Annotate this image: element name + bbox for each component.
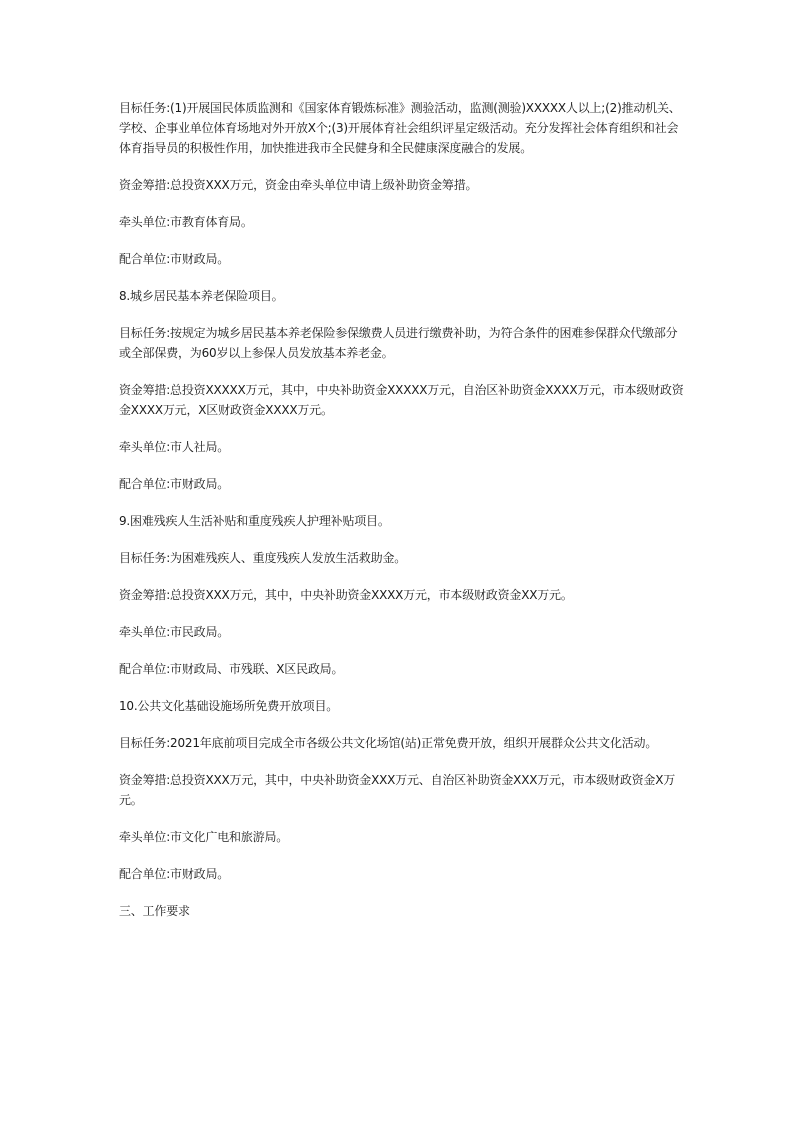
section-heading-culture: 10.公共文化基础设施场所免费开放项目。 bbox=[119, 699, 339, 713]
paragraph-cooperating-unit-sports: 配合单位:市财政局。 bbox=[119, 252, 230, 266]
paragraph-cooperating-unit-culture: 配合单位:市财政局。 bbox=[119, 867, 230, 881]
section-heading-disability: 9.困难残疾人生活补贴和重度残疾人护理补贴项目。 bbox=[119, 514, 390, 528]
paragraph-cooperating-unit-pension: 配合单位:市财政局。 bbox=[119, 477, 230, 491]
paragraph-funding-culture: 资金筹措:总投资XXX万元，其中，中央补助资金XXX万元、自治区补助资金XXX万元，市本级财政资金X万元。 bbox=[119, 773, 676, 807]
paragraph-lead-unit-sports: 牵头单位:市教育体育局。 bbox=[119, 215, 253, 229]
paragraph-target-task-culture: 目标任务:2021年底前项目完成全市各级公共文化场馆(站)正常免费开放，组织开展群众公共文化活动。 bbox=[119, 736, 658, 750]
paragraph-funding-disability: 资金筹措:总投资XXX万元，其中，中央补助资金XXXX万元，市本级财政资金XX万元。 bbox=[119, 588, 573, 602]
paragraph-target-task-sports: 目标任务:(1)开展国民体质监测和《国家体育锻炼标准》测验活动，监测(测验)XXXXX人以上;(2)推动机关、学校、企事业单位体育场地对外开放X个;(3)开展体育社会组织评星定级活动。充分发挥社会体育组织和社会体育指导员的积极性作用，加快推进我市全民健身和全民健康深度融合的发展。 bbox=[119, 101, 681, 155]
paragraph-lead-unit-disability: 牵头单位:市民政局。 bbox=[119, 625, 230, 639]
paragraph-lead-unit-culture: 牵头单位:市文化广电和旅游局。 bbox=[119, 830, 289, 844]
paragraph-cooperating-unit-disability: 配合单位:市财政局、市残联、X区民政局。 bbox=[119, 662, 344, 676]
paragraph-funding-pension: 资金筹措:总投资XXXXX万元，其中，中央补助资金XXXXX万元，自治区补助资金XXXX万元，市本级财政资金XXXX万元，X区财政资金XXXX万元。 bbox=[119, 383, 684, 417]
section-heading-pension: 8.城乡居民基本养老保险项目。 bbox=[119, 289, 284, 303]
paragraph-target-task-disability: 目标任务:为困难残疾人、重度残疾人发放生活救助金。 bbox=[119, 551, 407, 565]
paragraph-target-task-pension: 目标任务:按规定为城乡居民基本养老保险参保缴费人员进行缴费补助，为符合条件的困难参保群众代缴部分或全部保费，为60岁以上参保人员发放基本养老金。 bbox=[119, 326, 678, 360]
paragraph-lead-unit-pension: 牵头单位:市人社局。 bbox=[119, 440, 230, 454]
section-heading-work-requirements: 三、工作要求 bbox=[119, 904, 190, 918]
document-page bbox=[119, 98, 684, 921]
paragraph-funding-sports: 资金筹措:总投资XXX万元，资金由牵头单位申请上级补助资金筹措。 bbox=[119, 178, 478, 192]
